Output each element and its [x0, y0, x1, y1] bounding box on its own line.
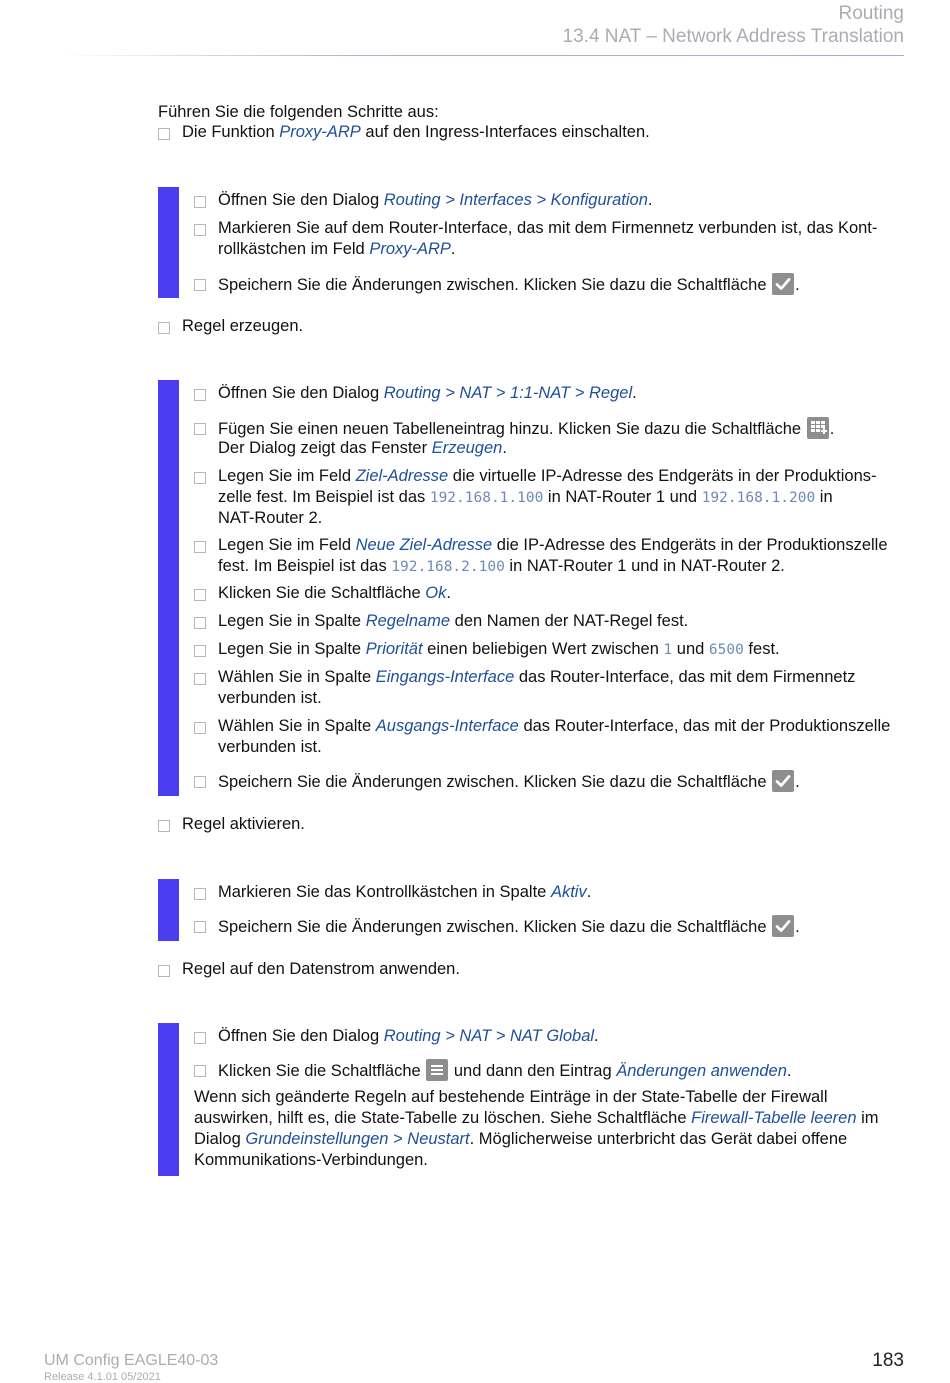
term-prioritaet: Priorität	[365, 640, 423, 658]
dialog-path: Routing > NAT > 1:1-NAT > Regel	[383, 384, 633, 402]
term-aktiv: Aktiv	[550, 883, 587, 901]
ip-address: 192.168.2.100	[391, 559, 505, 575]
header-rule	[60, 55, 904, 56]
value-max: 6500	[708, 642, 744, 658]
note-line: Dialog Grundeinstellungen > Neustart. Möglicherweise unterbricht das Gerät dabei offene	[194, 1130, 848, 1148]
hamburger-menu-icon	[426, 1059, 448, 1081]
step-block-activate-rule: Markieren Sie das Kontrollkästchen in Spalte Aktiv. Speichern Sie die Änderungen zwischen. Klicken Sie dazu die Schaltfläche .	[158, 879, 904, 941]
term-ziel-adresse: Ziel-Adresse	[355, 467, 449, 485]
term-eingangs-interface: Eingangs-Interface	[375, 668, 515, 686]
ip-address: 192.168.1.200	[701, 490, 816, 506]
term-ausgangs-interface: Ausgangs-Interface	[375, 717, 519, 735]
dialog-path: Grundeinstellungen > Neustart	[245, 1130, 470, 1148]
value-min: 1	[663, 642, 673, 658]
ip-address: 192.168.1.100	[429, 490, 544, 506]
block-bar	[158, 380, 179, 796]
note-line: auswirken, hilft es, die State-Tabelle zu löschen. Siehe Schaltfläche Firewall-Tabelle leeren im	[194, 1109, 879, 1127]
bullet-box	[158, 128, 170, 140]
checkmark-icon	[772, 770, 794, 792]
note-line: Wenn sich geänderte Regeln auf bestehende Einträge in der State-Tabelle der Firewall	[194, 1088, 828, 1106]
dialog-path: Routing > NAT > NAT Global	[383, 1027, 595, 1045]
term-proxy-arp: Proxy-ARP	[279, 123, 361, 141]
header-section: 13.4 NAT – Network Address Translation	[562, 26, 904, 47]
checkmark-icon	[772, 273, 794, 295]
block-bar	[158, 879, 179, 941]
term-aenderungen-anwenden: Änderungen anwenden	[616, 1062, 787, 1080]
term-ok: Ok	[425, 584, 447, 602]
term-regelname: Regelname	[365, 612, 451, 630]
term-erzeugen: Erzeugen	[431, 439, 503, 457]
table-add-icon	[807, 417, 829, 439]
page-number: 183	[872, 1350, 904, 1371]
block-bar	[158, 187, 179, 298]
step-block-create-rule: Öffnen Sie den Dialog Routing > NAT > 1:1-NAT > Regel. Fügen Sie einen neuen Tabelleneintrag hinzu. Klicken Sie dazu die Schaltfläche . Der Dialog zeigt das Fenster Erzeugen. Legen Sie im Feld Ziel-Adresse die virtuelle IP-Adresse des Endgeräts in der Produktions- zelle fest. Im Beispiel ist das 192.168.1.100 in NAT-Router 1 und 192.168.1.200 in NAT-Router 2. Legen Sie im Feld Neue Ziel-Adresse die IP-Adresse des Endgeräts in der Produktionszelle fest. Im Beispiel ist das 192.168.2.100 in NAT-Router 1 und in NAT-Router 2. Klicken Sie die Schaltfläche Ok. Legen Sie in Spalte Regelname den Namen der NAT-Regel fest. Legen Sie in Spalte Priorität einen beliebigen Wert zwischen 1 und 6500 fest. Wählen Sie in Spalte Eingangs-Interface das Router-Interface, das mit dem Firmennetz verbunden ist. Wählen Sie in Spalte Ausgangs-Interface das Router-Interface, das mit der Produktionszelle verbunden ist. Speichern Sie die Änderungen zwischen. Klicken Sie dazu die Schaltfläche .	[158, 380, 904, 796]
step-block-apply-rule: Öffnen Sie den Dialog Routing > NAT > NAT Global. Klicken Sie die Schaltfläche und dann den Eintrag Änderungen anwenden. Wenn sich geänderte Regeln auf bestehende Einträge in der State-Tabelle der Firewall auswirken, hilft es, die State-Tabelle zu löschen. Siehe Schaltfläche Firewall-Tabelle leeren im Dialog Grundeinstellungen > Neustart. Möglicherweise unterbricht das Gerät dabei offene Kommunikations-Verbindungen.	[158, 1023, 904, 1176]
checkmark-icon	[772, 915, 794, 937]
intro-text: Führen Sie die folgenden Schritte aus:	[158, 103, 439, 121]
footer-release: Release 4.1.01 05/2021	[44, 1371, 161, 1383]
term-neue-ziel-adresse: Neue Ziel-Adresse	[355, 536, 493, 554]
note-line: Kommunikations-Verbindungen.	[194, 1151, 428, 1169]
block-bar	[158, 1023, 179, 1176]
footer-doc-title: UM Config EAGLE40-03	[44, 1352, 219, 1369]
header-chapter: Routing	[838, 3, 904, 24]
dialog-path: Routing > Interfaces > Konfiguration	[383, 191, 648, 209]
term-firewall-tabelle-leeren: Firewall-Tabelle leeren	[691, 1109, 857, 1127]
step-block-proxy-arp: Öffnen Sie den Dialog Routing > Interfaces > Konfiguration. Markieren Sie auf dem Router-Interface, das mit dem Firmennetz verbunden ist, das Kont- rollkästchen im Feld Proxy-ARP. Speichern Sie die Änderungen zwischen. Klicken Sie dazu die Schaltfläche .	[158, 187, 904, 298]
term-proxy-arp: Proxy-ARP	[369, 240, 451, 258]
